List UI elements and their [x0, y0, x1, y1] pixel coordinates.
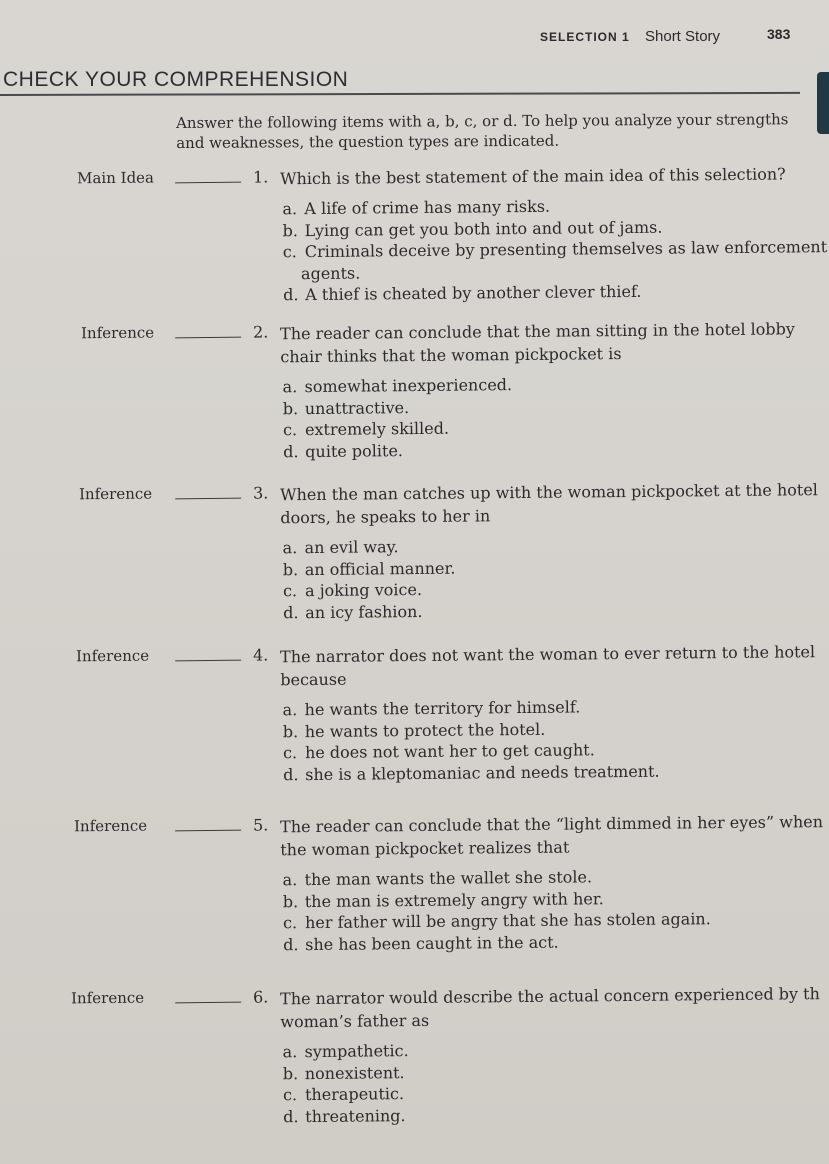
question-stem — [280, 478, 828, 529]
question-number: 2. — [252, 322, 269, 342]
option-text: he wants the territory for himself. — [304, 697, 581, 720]
option-letter: b. — [282, 1063, 299, 1083]
answer-options — [283, 865, 712, 955]
option-text: A life of crime has many risks. — [304, 196, 551, 219]
option-text: extremely skilled. — [304, 418, 450, 440]
answer-option — [283, 396, 513, 420]
option-letter: c. — [282, 242, 297, 262]
stem-line: woman’s father as — [280, 1010, 430, 1032]
option-letter: b. — [282, 891, 299, 911]
option-letter: a. — [282, 538, 298, 558]
option-text: somewhat inexperienced. — [304, 375, 513, 397]
question-stem — [280, 162, 828, 190]
option-text: she has been caught in the act. — [305, 932, 559, 954]
option-letter: c. — [282, 1085, 298, 1105]
option-letter: b. — [282, 559, 299, 579]
question-type: Inference — [73, 816, 148, 836]
option-text: agents. — [300, 263, 361, 283]
option-letter: c. — [282, 420, 298, 440]
option-text: A thief is cheated by another clever thief. — [305, 281, 642, 305]
option-text: a joking voice. — [304, 579, 423, 601]
option-text: therapeutic. — [304, 1084, 405, 1105]
option-text: she is a kleptomaniac and needs treatment. — [305, 761, 660, 784]
instructions-line-1: Answer the following items with a, b, c, or d. To help you analyze your strengths — [176, 110, 789, 132]
answer-option — [283, 908, 711, 934]
option-text: an official manner. — [304, 558, 456, 579]
option-letter: d. — [283, 602, 299, 622]
option-letter: c. — [282, 743, 298, 763]
answer-option — [283, 579, 456, 602]
question-type: Inference — [78, 484, 153, 504]
answer-option — [283, 600, 456, 623]
option-letter: b. — [282, 398, 299, 418]
answer-option — [283, 536, 456, 559]
page-number: 383 — [767, 26, 791, 42]
side-tab — [817, 72, 829, 134]
answer-option — [283, 760, 660, 785]
answer-option — [283, 279, 828, 306]
answer-options — [282, 193, 827, 306]
answer-option — [283, 1083, 409, 1106]
question-6 — [0, 982, 829, 1126]
answer-blank[interactable] — [175, 830, 241, 832]
answer-option — [283, 374, 513, 398]
stem-line: doors, he speaks to her in — [280, 506, 491, 528]
option-text: her father will be angry that she has stolen again. — [304, 909, 711, 933]
answer-blank[interactable] — [175, 498, 241, 500]
option-text: threatening. — [305, 1105, 406, 1126]
option-text: he wants to protect the hotel. — [304, 719, 546, 741]
option-letter: c. — [282, 913, 298, 933]
title-rule — [0, 92, 800, 96]
option-text: an evil way. — [304, 537, 399, 558]
answer-blank[interactable] — [175, 660, 241, 662]
answer-option — [283, 1105, 409, 1128]
selection-label: SELECTION 1 — [540, 30, 630, 44]
instructions — [176, 109, 816, 153]
answer-option — [283, 417, 513, 441]
question-number: 5. — [252, 815, 269, 835]
question-stem — [280, 640, 828, 691]
option-letter: a. — [282, 1042, 298, 1062]
question-number: 6. — [252, 987, 269, 1007]
option-text: he does not want her to get caught. — [304, 740, 595, 763]
option-text: Lying can get you both into and out of jams. — [304, 217, 663, 240]
option-letter: a. — [282, 870, 298, 890]
option-text: quite polite. — [305, 440, 404, 461]
answer-options — [283, 536, 456, 624]
answer-options — [283, 1040, 410, 1127]
selection-type: Short Story — [645, 28, 721, 45]
stem-line: The reader can conclude that the “light dimmed in her eyes” when — [280, 812, 824, 837]
option-letter: c. — [282, 581, 298, 601]
question-number: 3. — [252, 483, 269, 503]
question-1 — [0, 162, 829, 305]
stem-line: When the man catches up with the woman pickpocket at the hotel — [280, 480, 818, 505]
answer-blank[interactable] — [175, 182, 241, 184]
running-header — [540, 26, 829, 48]
option-letter: b. — [282, 220, 299, 240]
option-letter: d. — [283, 285, 299, 305]
answer-option — [283, 557, 456, 580]
question-type: Inference — [70, 988, 145, 1008]
question-stem — [280, 810, 828, 861]
question-4 — [0, 640, 829, 784]
option-letter: a. — [282, 199, 298, 219]
stem-line: The narrator would describe the actual concern experienced by th — [280, 984, 820, 1009]
option-letter: a. — [282, 700, 298, 720]
question-3 — [0, 478, 829, 622]
section-title: CHECK YOUR COMPREHENSION — [3, 68, 349, 91]
option-text: sympathetic. — [304, 1041, 409, 1062]
option-text: Criminals deceive by presenting themselves as law enforcement — [304, 237, 828, 262]
question-2 — [0, 317, 829, 461]
question-number: 4. — [252, 645, 269, 665]
option-text: the man is extremely angry with her. — [304, 888, 604, 911]
question-type: Inference — [80, 323, 155, 343]
option-letter: d. — [283, 764, 299, 784]
answer-option — [283, 439, 513, 463]
question-stem — [280, 317, 828, 368]
answer-options — [283, 696, 660, 786]
question-5 — [0, 810, 829, 954]
option-text: nonexistent. — [304, 1062, 405, 1083]
option-letter: d. — [283, 1106, 299, 1126]
instructions-line-2: and weaknesses, the question types are indicated. — [176, 131, 560, 152]
answer-option — [283, 1040, 409, 1063]
option-text: an icy fashion. — [305, 601, 423, 622]
question-number: 1. — [252, 167, 269, 187]
stem-line: because — [280, 669, 347, 690]
option-letter: b. — [282, 721, 299, 741]
answer-blank[interactable] — [175, 1002, 241, 1004]
answer-blank[interactable] — [175, 337, 241, 339]
option-letter: a. — [282, 377, 298, 397]
option-letter: d. — [283, 441, 299, 461]
stem-line: Which is the best statement of the main idea of this selection? — [280, 164, 786, 189]
question-type: Main Idea — [76, 168, 155, 188]
stem-line: The narrator does not want the woman to ever return to the hotel — [280, 642, 816, 667]
stem-line: chair thinks that the woman pickpocket is — [280, 344, 622, 367]
answer-options — [283, 374, 513, 462]
question-stem — [280, 982, 828, 1033]
option-text: the man wants the wallet she stole. — [304, 867, 593, 890]
option-text: unattractive. — [304, 397, 410, 418]
stem-line: The reader can conclude that the man sitting in the hotel lobby — [280, 319, 795, 344]
stem-line: the woman pickpocket realizes that — [280, 837, 570, 860]
answer-option — [283, 1062, 409, 1085]
answer-option — [283, 930, 711, 956]
question-type: Inference — [75, 646, 150, 666]
option-letter: d. — [283, 934, 299, 954]
